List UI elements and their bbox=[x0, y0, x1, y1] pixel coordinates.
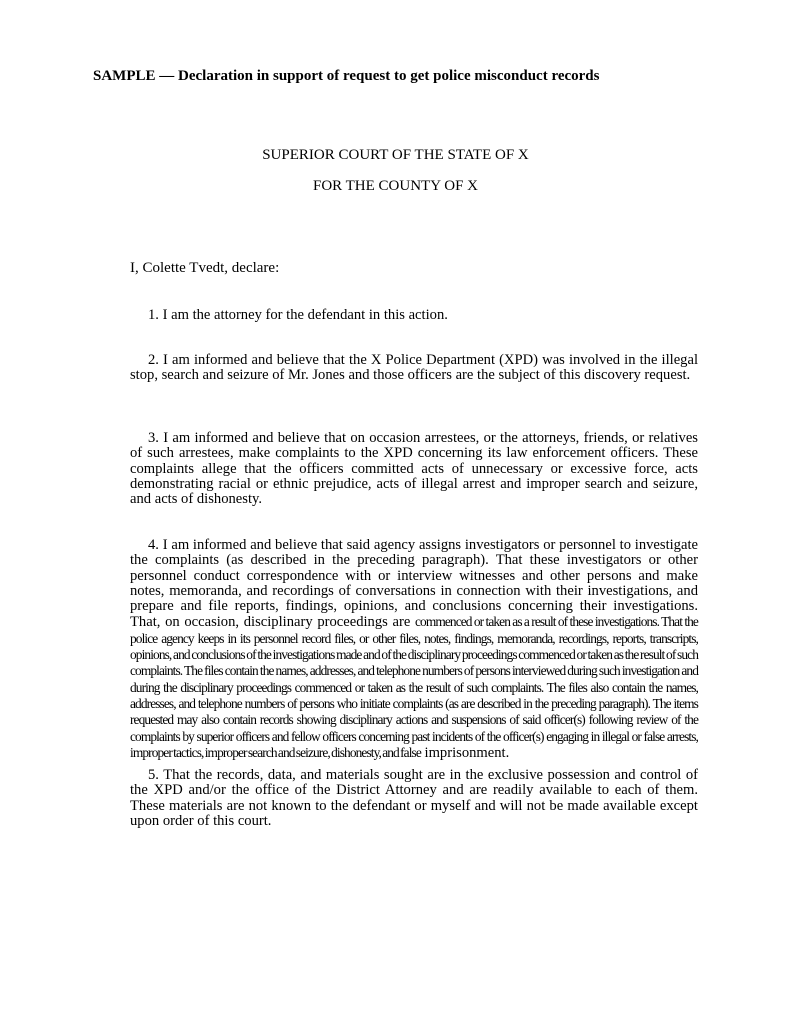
paragraph-3: 3. I am informed and believe that on occasion arrestees, or the attorneys, friends, or relatives of such arrestees, make complaints to the XPD concerning its law enforcement officers. These complaints allege that the officers committed acts of unnecessary or excessive force, acts demonstrating racial or ethnic prejudice, acts of illegal arrest and improper search and seizure, and acts of dishonesty. bbox=[130, 430, 698, 508]
paragraph-1: 1. I am the attorney for the defendant in this action. bbox=[148, 307, 448, 323]
county-name: FOR THE COUNTY OF X bbox=[312, 178, 478, 194]
paragraph-5: 5. That the records, data, and materials sought are in the exclusive possession and control of the XPD and/or the office of the District Attorney and are readily available to each of them. These materials are not known to the defendant or myself and will not be made available except upon order of this court. bbox=[130, 767, 698, 829]
sample-heading: SAMPLE — Declaration in support of request to get police misconduct records bbox=[93, 68, 600, 84]
paragraph-4 bbox=[130, 538, 698, 761]
paragraph-4-part-a: 4. I am informed and believe that said agency assigns investigators or personnel to investigate the complaints (as described in the preceding paragraph). That these investigators or other personnel conduct correspondence with or interview witnesses and other persons and make notes, memoranda, and recordings of conversations in connection with their investigations, and prepare and file reports, findings, opinions, and conclusions concerning their investigations. That, on occasion, disciplinary proceedings are bbox=[130, 537, 698, 631]
paragraph-2: 2. I am informed and believe that the X Police Department (XPD) was involved in the illegal stop, search and seizure of Mr. Jones and those officers are the subject of this discovery request. bbox=[130, 352, 698, 384]
paragraph-4-part-c: imprisonment. bbox=[420, 744, 510, 761]
declaration-intro: I, Colette Tvedt, declare: bbox=[130, 260, 280, 276]
court-name: SUPERIOR COURT OF THE STATE OF X bbox=[262, 147, 529, 163]
paragraph-4-part-b: commenced or taken as a result of these investigations. That the police agency keeps in its personnel record files, or other files, notes, findings, memoranda, recordings, reports, transcripts, opinions, and conclusions of the investigations made and of the disciplinary proceedings commenced or taken as the result of such complaints. The files contain the names, addresses, and telephone numbers of persons interviewed during such investigation and during the disciplinary proceedings commenced or taken as the result of such complaints. The files also contain the names, addresses, and telephone numbers of persons who initiate complaints (as are described in the preceding paragraph). The items requested may also contain records showing disciplinary actions and suspensions of said officer(s) following review of the complaints by superior officers and fellow officers concerning past incidents of the officer(s) engaging in illegal or false arrests, improper tactics, improper search and seizure, dishonesty, and false bbox=[130, 614, 698, 760]
